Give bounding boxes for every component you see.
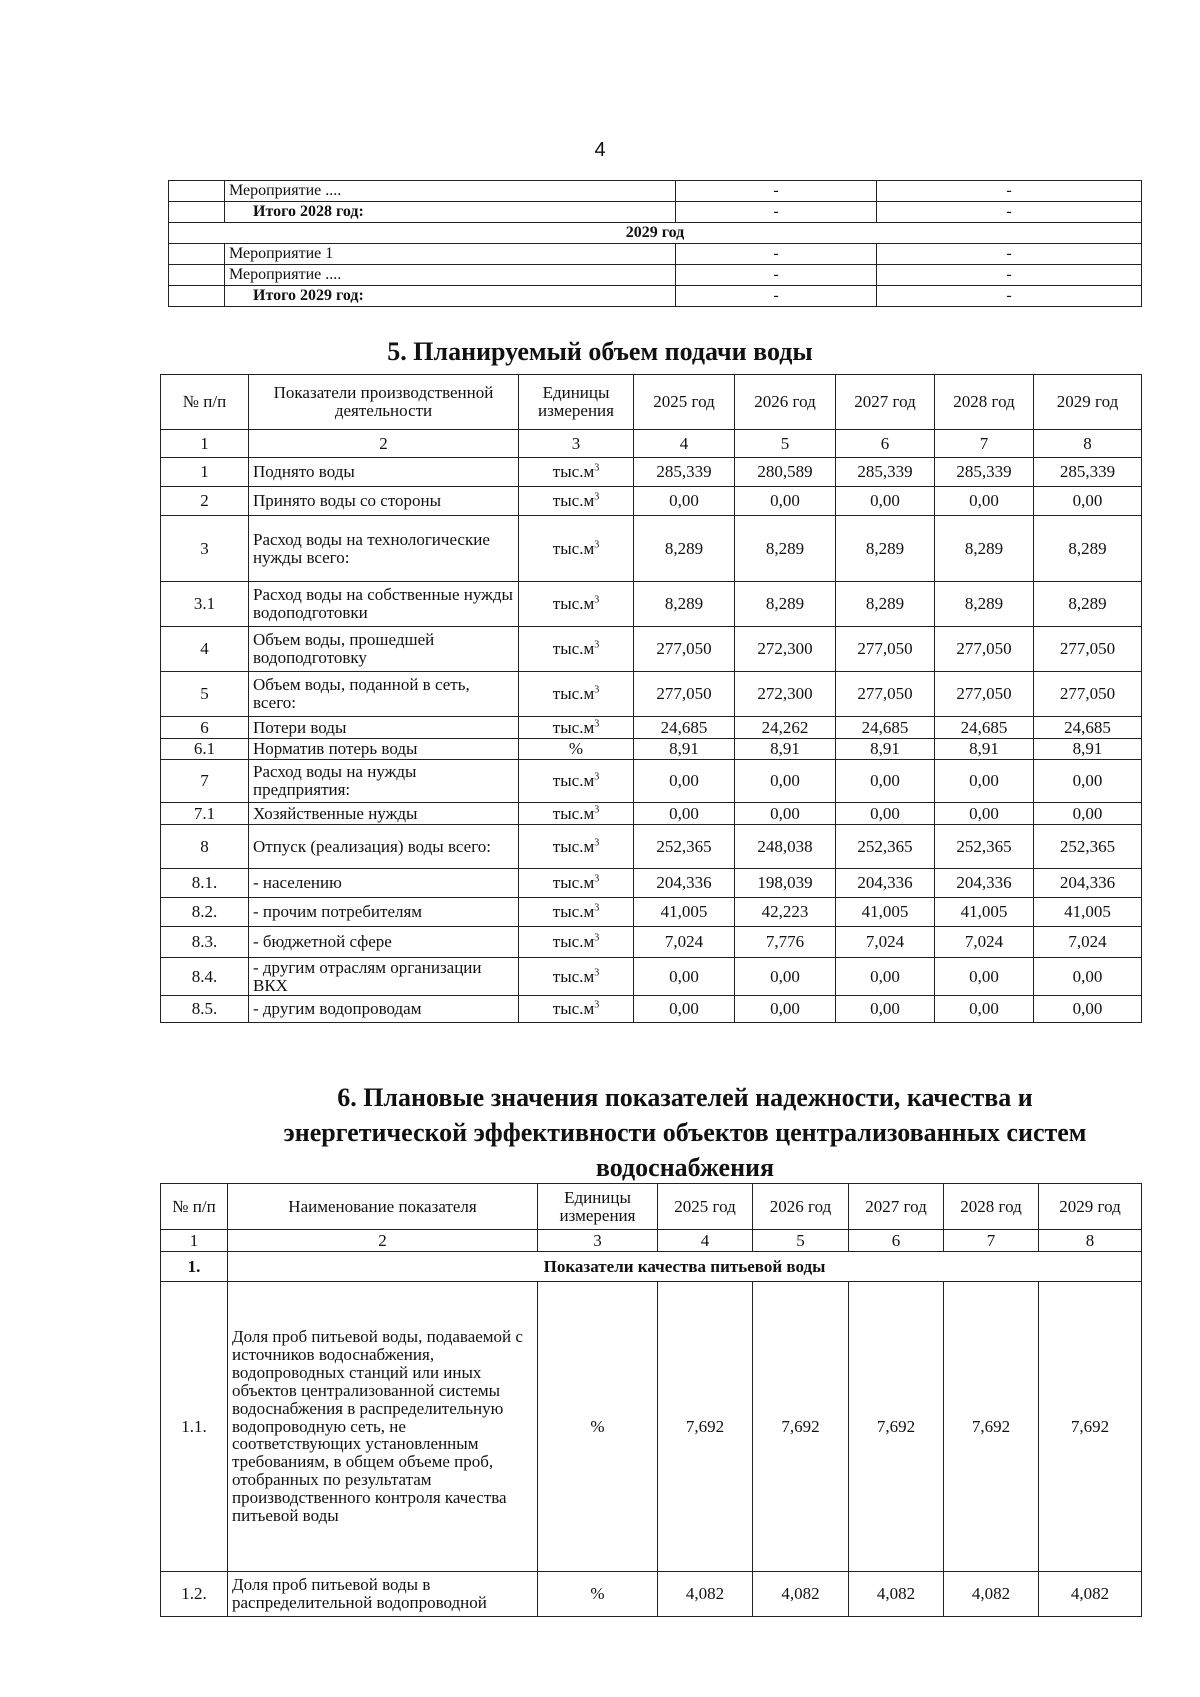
- group-number: 1.: [161, 1252, 228, 1282]
- table-row: [161, 516, 1142, 582]
- value-cell: 0,00: [634, 803, 735, 825]
- value-cell: 0,00: [836, 996, 935, 1023]
- unit-cell: [519, 869, 634, 898]
- unit-cell: [519, 803, 634, 825]
- value-cell: 0,00: [836, 958, 935, 996]
- value-cell: 280,589: [735, 458, 836, 487]
- value-cell: 7,024: [1034, 927, 1142, 958]
- value-cell: 4,082: [753, 1572, 849, 1617]
- value-cell: 272,300: [735, 672, 836, 717]
- value-cell: 277,050: [836, 627, 935, 672]
- value-cell: 0,00: [1034, 487, 1142, 516]
- table-row: [161, 803, 1142, 825]
- indicator-name: Объем воды, прошедшей водоподготовку: [249, 627, 519, 672]
- row-number: 3: [161, 516, 249, 582]
- value-cell: -: [877, 244, 1142, 265]
- column-number: 1: [161, 1230, 228, 1252]
- row-number: 1.1.: [161, 1282, 228, 1572]
- value-cell: 248,038: [735, 825, 836, 869]
- measure-row: [169, 181, 1142, 202]
- value-cell: 8,289: [634, 582, 735, 627]
- column-number: 6: [836, 430, 935, 458]
- value-cell: 8,289: [935, 516, 1034, 582]
- value-cell: 8,289: [1034, 582, 1142, 627]
- row-number: 8.3.: [161, 927, 249, 958]
- value-cell: 277,050: [935, 627, 1034, 672]
- value-cell: -: [877, 181, 1142, 202]
- value-cell: 7,692: [658, 1282, 753, 1572]
- section-6-title: [250, 1080, 1120, 1185]
- value-cell: -: [877, 202, 1142, 223]
- row-number: 4: [161, 627, 249, 672]
- unit-text: тыс.м: [552, 538, 595, 558]
- value-cell: 252,365: [935, 825, 1034, 869]
- value-cell: 7,024: [935, 927, 1034, 958]
- table-row: [161, 627, 1142, 672]
- value-cell: 0,00: [634, 487, 735, 516]
- value-cell: 8,91: [634, 739, 735, 760]
- column-header: 2028 год: [935, 375, 1034, 430]
- unit-cell: [519, 760, 634, 803]
- value-cell: 285,339: [1034, 458, 1142, 487]
- value-cell: 285,339: [836, 458, 935, 487]
- value-cell: 8,289: [634, 516, 735, 582]
- unit-superscript: 3: [594, 684, 600, 696]
- unit-superscript: 3: [594, 902, 600, 914]
- row-number: 5: [161, 672, 249, 717]
- value-cell: 0,00: [735, 487, 836, 516]
- unit-superscript: 3: [594, 999, 600, 1011]
- unit-text: тыс.м: [552, 771, 595, 791]
- column-number: 5: [735, 430, 836, 458]
- column-number-row: [161, 1230, 1142, 1252]
- group-title: Показатели качества питьевой воды: [228, 1252, 1142, 1282]
- column-number: 2: [228, 1230, 538, 1252]
- row-number: 2: [161, 487, 249, 516]
- value-cell: 198,039: [735, 869, 836, 898]
- value-cell: 0,00: [935, 760, 1034, 803]
- value-cell: -: [877, 286, 1142, 307]
- page-number: 4: [594, 139, 606, 161]
- unit-cell: %: [538, 1572, 658, 1617]
- value-cell: -: [676, 244, 877, 265]
- row-number: 6.1: [161, 739, 249, 760]
- row-number: 7.1: [161, 803, 249, 825]
- row-number: 8.5.: [161, 996, 249, 1023]
- column-number: 4: [658, 1230, 753, 1252]
- column-number: 8: [1039, 1230, 1142, 1252]
- column-number: 3: [538, 1230, 658, 1252]
- value-cell: 0,00: [634, 760, 735, 803]
- indicator-name: - другим водопроводам: [249, 996, 519, 1023]
- indicator-name: - другим отраслям организации ВКХ: [249, 958, 519, 996]
- indicator-name: Расход воды на технологические нужды всего:: [249, 516, 519, 582]
- value-cell: 8,289: [836, 516, 935, 582]
- table-row: [161, 760, 1142, 803]
- indicator-name: Хозяйственные нужды: [249, 803, 519, 825]
- unit-cell: [519, 898, 634, 927]
- unit-text: тыс.м: [552, 594, 595, 614]
- unit-cell: [519, 458, 634, 487]
- measure-name: Мероприятие 1: [225, 244, 676, 265]
- value-cell: 24,685: [1034, 717, 1142, 739]
- unit-text: тыс.м: [552, 836, 595, 856]
- value-cell: 8,289: [735, 582, 836, 627]
- column-number: 4: [634, 430, 735, 458]
- table-row: [161, 672, 1142, 717]
- row-number-cell: [169, 286, 225, 307]
- value-cell: 41,005: [836, 898, 935, 927]
- value-cell: 252,365: [836, 825, 935, 869]
- value-cell: -: [676, 202, 877, 223]
- value-cell: 272,300: [735, 627, 836, 672]
- row-number-cell: [169, 181, 225, 202]
- value-cell: 7,692: [849, 1282, 944, 1572]
- indicator-name: Принято воды со стороны: [249, 487, 519, 516]
- column-number: 8: [1034, 430, 1142, 458]
- table-row: [161, 898, 1142, 927]
- value-cell: 252,365: [1034, 825, 1142, 869]
- measure-row: [169, 265, 1142, 286]
- column-header: 2025 год: [634, 375, 735, 430]
- indicator-name: Расход воды на нужды предприятия:: [249, 760, 519, 803]
- indicator-name: Отпуск (реализация) воды всего:: [249, 825, 519, 869]
- total-label: Итого 2028 год:: [225, 202, 676, 223]
- value-cell: 0,00: [1034, 760, 1142, 803]
- row-number-cell: [169, 202, 225, 223]
- column-header: № п/п: [161, 1184, 228, 1230]
- table-row: [161, 739, 1142, 760]
- value-cell: 4,082: [1039, 1572, 1142, 1617]
- value-cell: 285,339: [935, 458, 1034, 487]
- unit-cell: [519, 582, 634, 627]
- indicator-name: Объем воды, поданной в сеть, всего:: [249, 672, 519, 717]
- value-cell: 41,005: [935, 898, 1034, 927]
- table-row: [161, 996, 1142, 1023]
- column-number: 2: [249, 430, 519, 458]
- unit-text: тыс.м: [552, 902, 595, 922]
- table-row: [161, 458, 1142, 487]
- table-row: [161, 1572, 1142, 1617]
- table-row: [161, 825, 1142, 869]
- unit-cell: %: [538, 1282, 658, 1572]
- value-cell: 8,91: [735, 739, 836, 760]
- table-row: [161, 582, 1142, 627]
- value-cell: 8,289: [836, 582, 935, 627]
- unit-cell: [519, 672, 634, 717]
- unit-text: %: [568, 739, 584, 759]
- value-cell: 0,00: [1034, 803, 1142, 825]
- column-number: 7: [935, 430, 1034, 458]
- column-header: 2027 год: [836, 375, 935, 430]
- unit-text: тыс.м: [552, 684, 595, 704]
- unit-superscript: 3: [594, 932, 600, 944]
- value-cell: 252,365: [634, 825, 735, 869]
- section-5-title: 5. Планируемый объем подачи воды: [387, 337, 813, 366]
- unit-superscript: 3: [594, 538, 600, 550]
- row-number: 6: [161, 717, 249, 739]
- value-cell: 7,692: [753, 1282, 849, 1572]
- unit-cell: [519, 927, 634, 958]
- unit-superscript: 3: [594, 639, 600, 651]
- value-cell: 7,776: [735, 927, 836, 958]
- unit-cell: [519, 958, 634, 996]
- value-cell: 277,050: [634, 627, 735, 672]
- row-number: 3.1: [161, 582, 249, 627]
- header-row: [161, 1184, 1142, 1230]
- value-cell: -: [676, 265, 877, 286]
- value-cell: 0,00: [935, 487, 1034, 516]
- value-cell: 277,050: [634, 672, 735, 717]
- row-number: 7: [161, 760, 249, 803]
- value-cell: 0,00: [836, 487, 935, 516]
- value-cell: 0,00: [935, 958, 1034, 996]
- unit-text: тыс.м: [552, 966, 595, 986]
- indicator-name: Доля проб питьевой воды в распределительной водопроводной: [228, 1572, 538, 1617]
- section-6-title-line: 6. Плановые значения показателей надежности, качества и: [337, 1083, 1033, 1112]
- unit-text: тыс.м: [552, 803, 595, 823]
- measure-row: [169, 202, 1142, 223]
- value-cell: 7,024: [634, 927, 735, 958]
- value-cell: 42,223: [735, 898, 836, 927]
- column-header: 2029 год: [1039, 1184, 1142, 1230]
- unit-superscript: 3: [594, 771, 600, 783]
- value-cell: -: [676, 181, 877, 202]
- value-cell: 204,336: [1034, 869, 1142, 898]
- value-cell: 277,050: [836, 672, 935, 717]
- unit-superscript: 3: [594, 717, 600, 729]
- measure-name: Мероприятие ....: [225, 181, 676, 202]
- table-row: [161, 927, 1142, 958]
- value-cell: 0,00: [935, 803, 1034, 825]
- indicator-name: - прочим потребителям: [249, 898, 519, 927]
- unit-superscript: 3: [594, 462, 600, 474]
- column-header: 2028 год: [944, 1184, 1039, 1230]
- value-cell: 204,336: [935, 869, 1034, 898]
- unit-cell: [519, 487, 634, 516]
- column-number: 7: [944, 1230, 1039, 1252]
- value-cell: 8,289: [735, 516, 836, 582]
- value-cell: 0,00: [634, 996, 735, 1023]
- value-cell: 4,082: [658, 1572, 753, 1617]
- unit-superscript: 3: [594, 594, 600, 606]
- column-header: 2026 год: [753, 1184, 849, 1230]
- group-row: [161, 1252, 1142, 1282]
- value-cell: 4,082: [944, 1572, 1039, 1617]
- column-header: № п/п: [161, 375, 249, 430]
- measure-name: Мероприятие ....: [225, 265, 676, 286]
- value-cell: 0,00: [935, 996, 1034, 1023]
- column-number-row: [161, 430, 1142, 458]
- table-row: [161, 869, 1142, 898]
- unit-cell: [519, 516, 634, 582]
- value-cell: 0,00: [735, 760, 836, 803]
- indicator-name: - населению: [249, 869, 519, 898]
- total-label: Итого 2029 год:: [225, 286, 676, 307]
- header-row: [161, 375, 1142, 430]
- value-cell: 8,289: [935, 582, 1034, 627]
- value-cell: 8,91: [1034, 739, 1142, 760]
- value-cell: 0,00: [836, 803, 935, 825]
- column-header: 2027 год: [849, 1184, 944, 1230]
- value-cell: 204,336: [836, 869, 935, 898]
- year-heading: 2029 год: [169, 223, 1142, 244]
- column-number: 1: [161, 430, 249, 458]
- measure-row: [169, 286, 1142, 307]
- value-cell: 0,00: [1034, 996, 1142, 1023]
- section-6-title-line: водоснабжения: [595, 1153, 775, 1182]
- unit-superscript: 3: [594, 836, 600, 848]
- measure-row: [169, 223, 1142, 244]
- unit-text: тыс.м: [552, 717, 595, 737]
- value-cell: 204,336: [634, 869, 735, 898]
- indicator-name: Доля проб питьевой воды, подаваемой с источников водоснабжения, водопроводных станций или иных объектов централизованной системы водоснабжения в распределительную водопроводную сеть, не соответствующих установленным требованиям, в общем объеме проб, отобранных по результатам производственного контроля качества питьевой воды: [228, 1282, 538, 1572]
- row-number: 8.4.: [161, 958, 249, 996]
- unit-text: тыс.м: [552, 639, 595, 659]
- unit-text: тыс.м: [552, 491, 595, 511]
- unit-text: тыс.м: [552, 873, 595, 893]
- unit-cell: [519, 739, 634, 760]
- section-6-title-line: энергетической эффективности объектов централизованных систем: [283, 1118, 1087, 1147]
- column-header: Наименование показателя: [228, 1184, 538, 1230]
- row-number-cell: [169, 244, 225, 265]
- row-number: 8: [161, 825, 249, 869]
- row-number: 1: [161, 458, 249, 487]
- column-header: Единицы измерения: [519, 375, 634, 430]
- unit-superscript: 3: [594, 966, 600, 978]
- value-cell: 7,692: [1039, 1282, 1142, 1572]
- unit-cell: [519, 996, 634, 1023]
- column-header: 2025 год: [658, 1184, 753, 1230]
- table-row: [161, 1282, 1142, 1572]
- table-row: [161, 487, 1142, 516]
- value-cell: -: [676, 286, 877, 307]
- value-cell: 7,024: [836, 927, 935, 958]
- water-supply-table: [160, 374, 1142, 1023]
- value-cell: 4,082: [849, 1572, 944, 1617]
- value-cell: 8,289: [1034, 516, 1142, 582]
- indicators-table: [160, 1183, 1142, 1617]
- unit-superscript: 3: [594, 803, 600, 815]
- value-cell: 8,91: [836, 739, 935, 760]
- value-cell: 277,050: [1034, 672, 1142, 717]
- row-number: 8.1.: [161, 869, 249, 898]
- value-cell: 285,339: [634, 458, 735, 487]
- row-number-cell: [169, 265, 225, 286]
- value-cell: 277,050: [1034, 627, 1142, 672]
- value-cell: 0,00: [735, 996, 836, 1023]
- indicator-name: - бюджетной сфере: [249, 927, 519, 958]
- unit-cell: [519, 825, 634, 869]
- indicator-name: Норматив потерь воды: [249, 739, 519, 760]
- value-cell: 7,692: [944, 1282, 1039, 1572]
- column-number: 6: [849, 1230, 944, 1252]
- column-header: 2029 год: [1034, 375, 1142, 430]
- indicator-name: Расход воды на собственные нужды водоподготовки: [249, 582, 519, 627]
- value-cell: 0,00: [1034, 958, 1142, 996]
- column-header: Единицы измерения: [538, 1184, 658, 1230]
- value-cell: 24,685: [935, 717, 1034, 739]
- column-number: 5: [753, 1230, 849, 1252]
- column-header: 2026 год: [735, 375, 836, 430]
- value-cell: 0,00: [735, 958, 836, 996]
- unit-text: тыс.м: [552, 932, 595, 952]
- table-row: [161, 717, 1142, 739]
- row-number: 8.2.: [161, 898, 249, 927]
- value-cell: 0,00: [735, 803, 836, 825]
- indicator-name: Потери воды: [249, 717, 519, 739]
- value-cell: 24,685: [836, 717, 935, 739]
- unit-text: тыс.м: [552, 999, 595, 1019]
- unit-text: тыс.м: [552, 462, 595, 482]
- column-number: 3: [519, 430, 634, 458]
- value-cell: 8,91: [935, 739, 1034, 760]
- unit-cell: [519, 717, 634, 739]
- value-cell: 24,685: [634, 717, 735, 739]
- measure-row: [169, 244, 1142, 265]
- column-header: Показатели производственной деятельности: [249, 375, 519, 430]
- unit-superscript: 3: [594, 873, 600, 885]
- value-cell: 41,005: [1034, 898, 1142, 927]
- indicator-name: Поднято воды: [249, 458, 519, 487]
- value-cell: 41,005: [634, 898, 735, 927]
- value-cell: 0,00: [634, 958, 735, 996]
- value-cell: 24,262: [735, 717, 836, 739]
- measures-table: [168, 180, 1142, 307]
- table-row: [161, 958, 1142, 996]
- value-cell: 0,00: [836, 760, 935, 803]
- row-number: 1.2.: [161, 1572, 228, 1617]
- value-cell: -: [877, 265, 1142, 286]
- value-cell: 277,050: [935, 672, 1034, 717]
- unit-superscript: 3: [594, 491, 600, 503]
- unit-cell: [519, 627, 634, 672]
